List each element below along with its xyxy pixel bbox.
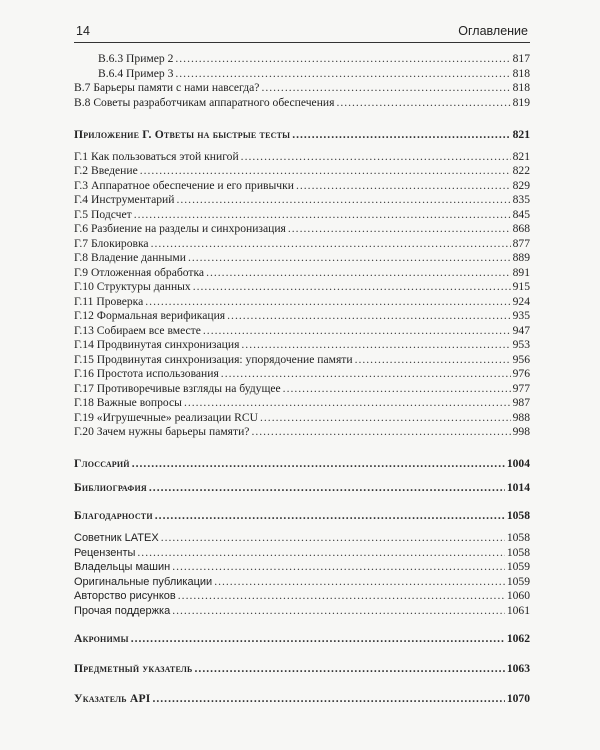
toc-entry-title: В.6.4 Пример 3 xyxy=(98,67,174,80)
toc-entry xyxy=(74,382,530,396)
dot-leader xyxy=(145,295,510,309)
toc-entry-title: Г.17 Противоречивые взгляды на будущее xyxy=(74,382,281,395)
toc-entry xyxy=(74,208,530,222)
toc-entry xyxy=(74,531,530,545)
dot-leader xyxy=(161,531,505,545)
toc-entry-title: Г.9 Отложенная обработка xyxy=(74,266,205,279)
toc-entry-page: 835 xyxy=(512,193,530,206)
toc-entry-title: Библиография xyxy=(74,481,147,494)
dot-leader xyxy=(175,52,510,66)
dot-leader xyxy=(296,179,511,193)
dot-leader xyxy=(203,324,511,338)
toc-entry-title: Владельцы машин xyxy=(74,561,171,573)
dot-leader xyxy=(288,222,511,236)
toc-entry-title: Советник LATEX xyxy=(74,532,159,544)
toc-entry-page: 1058 xyxy=(506,509,530,522)
toc-entry-title: Указатель API xyxy=(74,692,151,705)
toc-entry xyxy=(74,52,530,66)
toc-entry-title: В.7 Барьеры памяти с нами навсегда? xyxy=(74,81,260,94)
toc-entry-page: 987 xyxy=(512,396,530,409)
running-header xyxy=(74,24,530,43)
toc-entry xyxy=(74,425,530,439)
toc-entry-page: 819 xyxy=(512,96,530,109)
toc-entry xyxy=(74,589,530,603)
toc-entry-page: 817 xyxy=(512,52,530,65)
dot-leader xyxy=(206,266,511,280)
toc-entry-page: 988 xyxy=(512,411,530,424)
toc-entry xyxy=(74,575,530,589)
toc-entry xyxy=(74,128,530,142)
toc-entry-page: 1062 xyxy=(506,632,530,645)
dot-leader xyxy=(155,509,505,523)
dot-leader xyxy=(184,396,511,410)
toc-entry-page: 1060 xyxy=(506,589,530,602)
dot-leader xyxy=(149,481,505,495)
toc-entry xyxy=(74,179,530,193)
toc-entry xyxy=(74,662,530,676)
toc-entry-page: 1061 xyxy=(506,604,530,617)
toc-entry-page: 829 xyxy=(512,179,530,192)
toc-entry-page: 845 xyxy=(512,208,530,221)
toc-entry-title: Г.19 «Игрушечные» реализации RCU xyxy=(74,411,258,424)
toc-entry xyxy=(74,280,530,294)
toc-entry-title: Г.10 Структуры данных xyxy=(74,280,191,293)
toc-entry-title: Г.5 Подсчет xyxy=(74,208,132,221)
dot-leader xyxy=(241,338,510,352)
page-number: 14 xyxy=(76,24,90,38)
toc-entry xyxy=(74,546,530,560)
toc-entry-page: 868 xyxy=(512,222,530,235)
dot-leader xyxy=(176,193,510,207)
toc-entry xyxy=(74,67,530,81)
toc-entry xyxy=(74,411,530,425)
toc-entry xyxy=(74,509,530,523)
toc-entry-title: Г.13 Собираем все вместе xyxy=(74,324,201,337)
toc-entry-title: Предметный указатель xyxy=(74,662,193,675)
toc-entry-page: 1004 xyxy=(506,457,530,470)
dot-leader xyxy=(214,575,505,589)
toc-entry-page: 891 xyxy=(512,266,530,279)
toc-entry-title: Г.1 Как пользоваться этой книгой xyxy=(74,150,239,163)
toc-entry xyxy=(74,481,530,495)
toc-entry xyxy=(74,164,530,178)
running-title: Оглавление xyxy=(458,24,528,38)
toc-entry xyxy=(74,338,530,352)
toc-entry-title: Оригинальные публикации xyxy=(74,576,213,588)
toc-entry xyxy=(74,251,530,265)
toc-entry-title: Г.7 Блокировка xyxy=(74,237,149,250)
toc-entry-page: 998 xyxy=(512,425,530,438)
dot-leader xyxy=(251,425,510,439)
dot-leader xyxy=(241,150,511,164)
dot-leader xyxy=(132,457,505,471)
toc-entry-page: 818 xyxy=(512,81,530,94)
dot-leader xyxy=(137,546,504,560)
toc-entry xyxy=(74,457,530,471)
dot-leader xyxy=(134,208,511,222)
toc-entry xyxy=(74,692,530,706)
dot-leader xyxy=(172,560,505,574)
toc-entry xyxy=(74,295,530,309)
toc-entry-page: 1014 xyxy=(506,481,530,494)
dot-leader xyxy=(261,81,510,95)
dot-leader xyxy=(355,353,511,367)
toc-entry-page: 821 xyxy=(512,128,530,141)
dot-leader xyxy=(195,662,505,676)
toc-entry xyxy=(74,81,530,95)
toc-entry-page: 953 xyxy=(512,338,530,351)
toc-entry xyxy=(74,560,530,574)
toc-entry xyxy=(74,266,530,280)
toc-entry-title: Г.20 Зачем нужны барьеры памяти? xyxy=(74,425,250,438)
toc-entry-title: Г.2 Введение xyxy=(74,164,138,177)
toc-entry-title: Г.3 Аппаратное обеспечение и его привычки xyxy=(74,179,294,192)
toc-entry-title: Акронимы xyxy=(74,632,129,645)
toc-entry-title: Г.8 Владение данными xyxy=(74,251,186,264)
toc-entry-title: Г.15 Продвинутая синхронизация: упорядочение памяти xyxy=(74,353,353,366)
dot-leader xyxy=(131,632,505,646)
dot-leader xyxy=(178,589,505,603)
toc-entry-title: Г.4 Инструментарий xyxy=(74,193,175,206)
toc-entry-page: 915 xyxy=(512,280,530,293)
toc-entry xyxy=(74,96,530,110)
toc-entry-page: 1059 xyxy=(506,560,530,573)
toc-entry-page: 889 xyxy=(512,251,530,264)
toc-entry-page: 956 xyxy=(512,353,530,366)
toc-entry-title: Г.6 Разбиение на разделы и синхронизация xyxy=(74,222,286,235)
dot-leader xyxy=(292,128,510,142)
dot-leader xyxy=(260,411,511,425)
toc-entry-page: 947 xyxy=(512,324,530,337)
toc-entry-title: Глоссарий xyxy=(74,457,130,470)
toc-entry-page: 1058 xyxy=(506,531,530,544)
toc-entry-title: Г.12 Формальная верификация xyxy=(74,309,226,322)
dot-leader xyxy=(336,96,510,110)
toc-entry-page: 1059 xyxy=(506,575,530,588)
toc-entry-page: 818 xyxy=(512,67,530,80)
toc-entry xyxy=(74,193,530,207)
toc-entry-title: Авторство рисунков xyxy=(74,590,176,602)
toc-entry xyxy=(74,353,530,367)
toc-entry-title: В.6.3 Пример 2 xyxy=(98,52,174,65)
dot-leader xyxy=(140,164,511,178)
toc-entry-page: 935 xyxy=(512,309,530,322)
toc-entry-page: 977 xyxy=(512,382,530,395)
toc-entry xyxy=(74,237,530,251)
toc-entry-title: Г.11 Проверка xyxy=(74,295,144,308)
toc-entry-title: Г.14 Продвинутая синхронизация xyxy=(74,338,240,351)
toc-entry-title: Рецензенты xyxy=(74,547,136,559)
toc-entry-page: 1063 xyxy=(506,662,530,675)
dot-leader xyxy=(221,367,511,381)
toc-entry-title: Благодарности xyxy=(74,509,153,522)
toc-entry-page: 821 xyxy=(512,150,530,163)
dot-leader xyxy=(283,382,511,396)
toc-entry xyxy=(74,150,530,164)
toc-entry xyxy=(74,324,530,338)
toc-entry xyxy=(74,604,530,618)
dot-leader xyxy=(188,251,511,265)
toc-entry xyxy=(74,367,530,381)
toc-entry-page: 924 xyxy=(512,295,530,308)
toc-entry xyxy=(74,396,530,410)
dot-leader xyxy=(227,309,510,323)
toc-entry xyxy=(74,309,530,323)
dot-leader xyxy=(151,237,511,251)
toc-entry xyxy=(74,632,530,646)
toc-entry-title: Приложение Г. Ответы на быстрые тесты xyxy=(74,128,291,141)
dot-leader xyxy=(152,692,504,706)
toc-entry-page: 822 xyxy=(512,164,530,177)
dot-leader xyxy=(172,604,505,618)
toc-entry-title: Г.16 Простота использования xyxy=(74,367,219,380)
toc-entry-title: Прочая поддержка xyxy=(74,605,171,617)
toc-entry-page: 976 xyxy=(512,367,530,380)
toc-entry-page: 877 xyxy=(512,237,530,250)
dot-leader xyxy=(175,67,510,81)
dot-leader xyxy=(193,280,511,294)
toc-entry xyxy=(74,222,530,236)
toc-entry-title: Г.18 Важные вопросы xyxy=(74,396,182,409)
toc-entry-page: 1070 xyxy=(506,692,530,705)
toc-entry-page: 1058 xyxy=(506,546,530,559)
toc-entry-title: В.8 Советы разработчикам аппаратного обеспечения xyxy=(74,96,335,109)
